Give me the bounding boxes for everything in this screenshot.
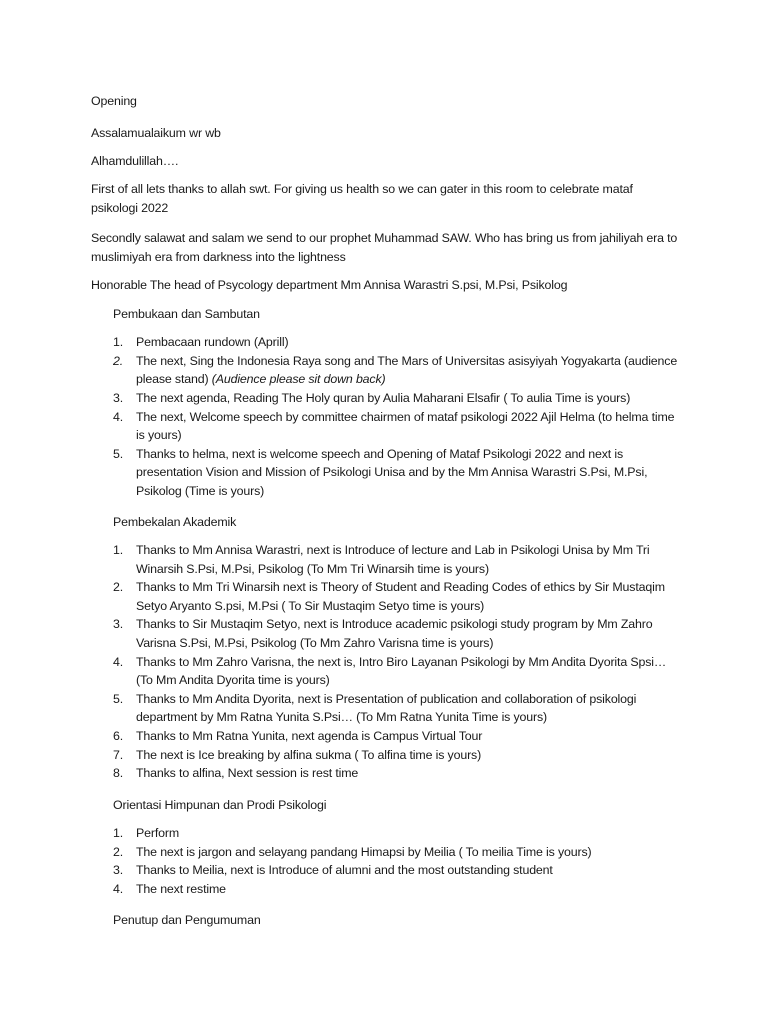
section-title: Pembekalan Akademik (113, 515, 237, 529)
list-item: 3. The next agenda, Reading The Holy quran by Aulia Maharani Elsafir ( To aulia Time is yours) (113, 390, 631, 405)
list-item: 5. Thanks to helma, next is welcome speech and Opening of Mataf Psikologi 2022 and next is presentation Vision and Mission of Psikologi Unisa and by the Mm Annisa Warastri S.Psi, M.Psi, Psikolog (Time is yours) (113, 446, 648, 498)
honorable-line: Honorable The head of Psycology department Mm Annisa Warastri S.psi, M.Psi, Psikolog (91, 278, 568, 292)
list-item: 4. The next restime (113, 882, 226, 897)
list-item: 3. Thanks to Sir Mustaqim Setyo, next is Introduce academic psikologi study program by Mm Zahro Varisna S.Psi, M.Psi, Psikolog (To Mm Zahro Varisna time is yours) (113, 617, 653, 650)
list-item: 1. Thanks to Mm Annisa Warastri, next is Introduce of lecture and Lab in Psikologi Unisa by Mm Tri Winarsih S.Psi, M.Psi, Psikolog (To Mm Tri Winarsih time is yours) (113, 543, 650, 576)
list-item: 3. Thanks to Meilia, next is Introduce of alumni and the most outstanding student (113, 863, 553, 878)
opening-paragraph-1: First of all lets thanks to allah swt. For giving us health so we can gater in this room to celebrate mataf psikologi 2022 (91, 182, 633, 215)
list-item-note: (Audience please sit down back) (211, 372, 386, 387)
section-list (91, 333, 681, 500)
section-list (91, 541, 681, 783)
list-item: 4. The next, Welcome speech by committee chairmen of mataf psikologi 2022 Ajil Helma (to helma time is yours) (113, 409, 675, 443)
list-item: 2. The next is jargon and selayang pandang Himapsi by Meilia ( To meilia Time is yours) (113, 844, 592, 859)
section-title: Penutup dan Pengumuman (113, 913, 261, 927)
list-item: 7. The next is Ice breaking by alfina sukma ( To alfina time is yours) (113, 747, 482, 762)
list-item: 1. Perform (113, 826, 180, 840)
list-item: 2. Thanks to Mm Tri Winarsih next is Theory of Student and Reading Codes of ethics by Sir Mustaqim Setyo Aryanto S.psi, M.Psi ( To Sir Mustaqim Setyo time is yours) (113, 580, 665, 613)
greeting-line: Assalamualaikum wr wb (91, 126, 221, 140)
section-title: Orientasi Himpunan dan Prodi Psikologi (113, 798, 327, 812)
list-item: 6. Thanks to Mm Ratna Yunita, next agenda is Campus Virtual Tour (113, 728, 483, 743)
list-item: 4. Thanks to Mm Zahro Varisna, the next is, Intro Biro Layanan Psikologi by Mm Andita Dyorita Spsi… (To Mm Andita Dyorita time is yours) (113, 654, 667, 688)
section-title: Pembukaan dan Sambutan (113, 307, 260, 321)
list-item: 8. Thanks to alfina, Next session is rest time (113, 766, 359, 781)
section-list (91, 824, 681, 899)
alhamdulillah-line: Alhamdulillah…. (91, 154, 179, 168)
list-item: 5. Thanks to Mm Andita Dyorita, next is Presentation of publication and collaboration of psikologi department by Mm Ratna Yunita S.Psi… (To Mm Ratna Yunita Time is yours) (113, 691, 637, 725)
opening-paragraph-2: Secondly salawat and salam we send to our prophet Muhammad SAW. Who has bring us from jahiliyah era to muslimiyah era from darkness into the lightness (91, 231, 678, 264)
opening-heading: Opening (91, 94, 137, 108)
list-item: 2. The next, Sing the Indonesia Raya song and The Mars of Universitas asisyiyah Yogyakarta (audience please stand) (Audience please sit down back) (113, 353, 678, 387)
list-item: 1. Pembacaan rundown (Aprill) (113, 335, 289, 349)
